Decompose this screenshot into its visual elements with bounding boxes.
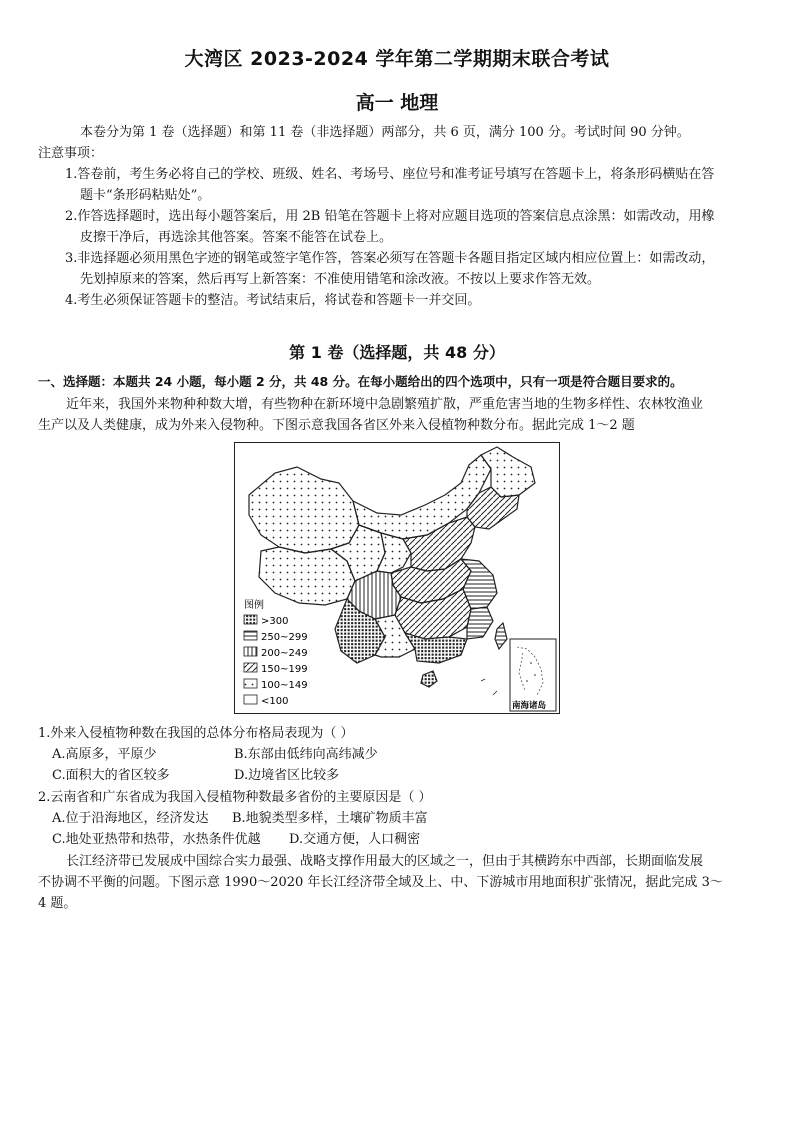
region-xinjiang (249, 467, 359, 553)
legend-label-3: 200~249 (261, 648, 308, 659)
inset-label: 南海诸岛 (512, 701, 547, 711)
china-map-svg (235, 443, 558, 712)
legend-swatch-4 (244, 663, 257, 672)
notice-item-3: 3.非选择题必须用黑色字迹的钢笔或签字笔作答，答案必须写在答题卡各题目指定区域内相应位置上：如需改动， (65, 251, 715, 266)
question-2-option-d: D.交通方便，人口稠密 (289, 832, 421, 847)
question-1-stem: 1.外来入侵植物种数在我国的总体分布格局表现为（ ） (38, 726, 354, 741)
question-1-option-b: B.东部由低纬向高纬减少 (234, 747, 378, 762)
legend-swatch-3 (244, 647, 257, 656)
region-hainan (421, 671, 437, 687)
legend-label-5: 100~149 (261, 680, 308, 691)
passage1-line-1: 近年来，我国外来物种种数大增，有些物种在新环境中急剧繁殖扩散，严重危害当地的生物多样性、农林牧渔业 (66, 397, 704, 412)
notice-item-3-cont: 先划掉原来的答案，然后再写上新答案：不准使用错笔和涂改液。不按以上要求作答无效。 (80, 272, 601, 287)
section-instruction: 一、选择题：本题共 24 小题，每小题 2 分，共 48 分。在每小题给出的四个选项中，只有一项是符合题目要求的。 (38, 374, 683, 389)
legend-label-4: 150~199 (261, 664, 308, 675)
section-title: 第 1 卷（选择题，共 48 分） (289, 343, 505, 362)
exam-subtitle: 高一 地理 (355, 92, 439, 114)
passage2-line-3: 4 题。 (38, 896, 77, 911)
invasive-species-map (234, 442, 560, 714)
legend-label-6: <100 (261, 696, 289, 707)
legend-swatch-5 (244, 679, 257, 688)
question-1-option-d: D.边境省区比较多 (234, 768, 340, 783)
legend-swatch-1 (244, 615, 257, 624)
exam-title: 大湾区 2023-2024 学年第二学期期末联合考试 (184, 48, 610, 70)
region-guangdong (405, 633, 467, 663)
legend-label-1: >300 (261, 616, 289, 627)
notice-item-1-cont: 题卡“条形码粘贴处”。 (80, 188, 211, 203)
legend-swatch-6 (244, 695, 257, 704)
question-1-option-c: C.面积大的省区较多 (52, 768, 170, 783)
question-2-stem: 2.云南省和广东省成为我国入侵植物种数最多省份的主要原因是（ ） (38, 790, 432, 805)
south-china-sea-inset (510, 639, 556, 711)
notice-item-2-cont: 皮擦干净后，再选涂其他答案。答案不能答在试卷上。 (80, 230, 393, 245)
region-fujian (467, 607, 493, 639)
passage1-line-2: 生产以及人类健康，成为外来入侵物种。下图示意我国各省区外来入侵植物种数分布。据此完成 1～2 题 (38, 418, 635, 433)
region-taiwan (495, 623, 507, 649)
notice-label: 注意事项： (38, 146, 104, 161)
question-1-option-a: A.高原多，平原少 (52, 747, 157, 762)
notice-item-4: 4.考生必须保证答题卡的整洁。考试结束后，将试卷和答题卡一并交回。 (65, 293, 481, 308)
legend-label-2: 250~299 (261, 632, 308, 643)
intro-line: 本卷分为第 1 卷（选择题）和第 11 卷（非选择题）两部分，共 6 页，满分 100 分。考试时间 90 分钟。 (80, 125, 690, 140)
notice-item-1: 1.答卷前，考生务必将自己的学校、班级、姓名、考场号、座位号和准考证号填写在答题卡上，将条形码横贴在答 (65, 167, 715, 182)
notice-item-2: 2.作答选择题时，选出每小题答案后，用 2B 铅笔在答题卡上将对应题目选项的答案信息点涂黑：如需改动，用橡 (65, 209, 715, 224)
legend (244, 615, 308, 707)
question-2-option-b: B.地貌类型多样，土壤矿物质丰富 (232, 811, 428, 826)
passage2-line-1: 长江经济带已发展成中国综合实力最强、战略支撑作用最大的区域之一，但由于其横跨东中西部，长期面临发展 (66, 854, 704, 869)
legend-swatch-2 (244, 631, 257, 640)
legend-title: 图例 (244, 600, 264, 611)
passage2-line-2: 不协调不平衡的问题。下图示意 1990～2020 年长江经济带全域及上、中、下游城市用地面积扩张情况，据此完成 3～ (38, 875, 723, 890)
question-2-option-c: C.地处亚热带和热带，水热条件优越 (52, 832, 261, 847)
islands (481, 679, 497, 695)
question-2-option-a: A.位于沿海地区，经济发达 (52, 811, 209, 826)
